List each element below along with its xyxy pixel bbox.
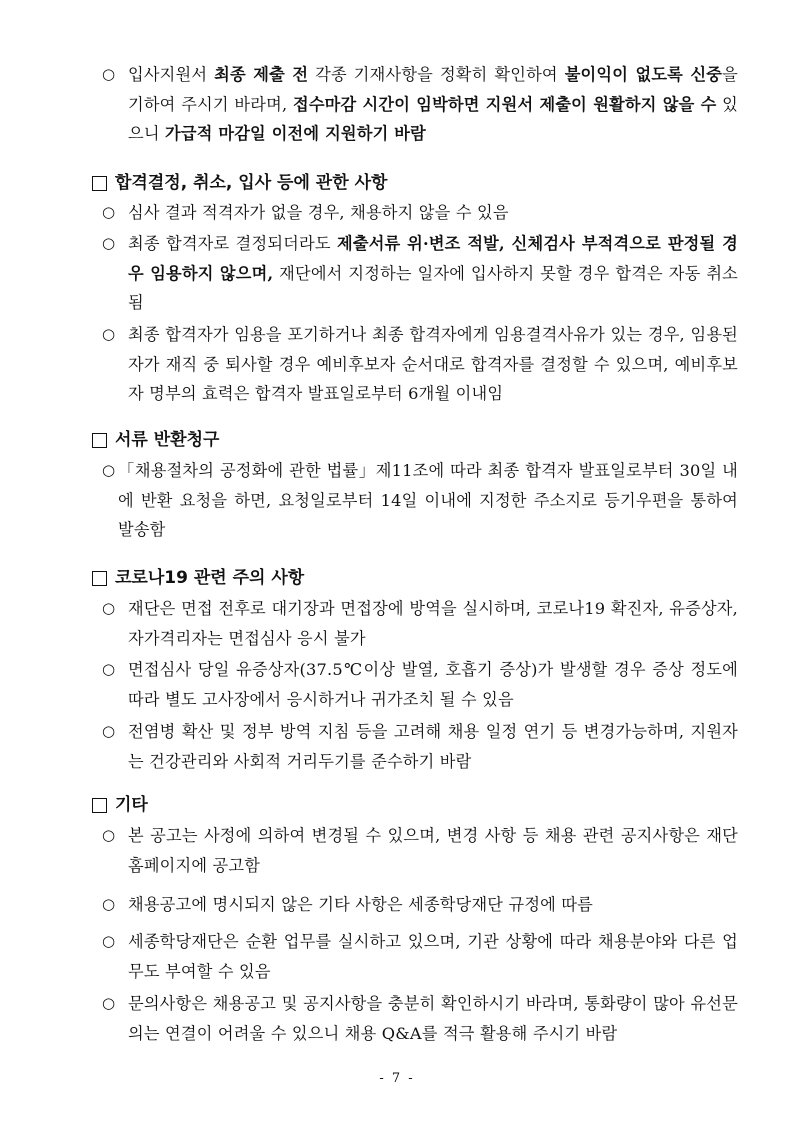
circle-bullet-icon: ○ bbox=[102, 660, 116, 678]
checkbox-square-icon bbox=[92, 798, 107, 813]
section-title: 코로나19 관련 주의 사항 bbox=[115, 568, 305, 588]
list-item bbox=[98, 890, 738, 920]
item-text: 문의사항은 채용공고 및 공지사항을 충분히 확인하시기 바라며, 통화량이 많아 유선문의는 연결이 어려울 수 있으니 채용 Q&A를 적극 활용해 주시기 바람 bbox=[128, 994, 738, 1043]
item-text: 심사 결과 적격자가 없을 경우, 채용하지 않을 수 있음 bbox=[128, 203, 509, 222]
item-text: 재단은 면접 전후로 대기장과 면접장에 방역을 실시하며, 코로나19 확진자, 유증상자, 자가격리자는 면접심사 응시 불가 bbox=[128, 599, 738, 648]
item-text: 본 공고는 사정에 의하여 변경될 수 있으며, 변경 사항 등 채용 관련 공지사항은 재단 홈페이지에 공고함 bbox=[128, 826, 738, 875]
intro-bold-4: 가급적 마감일 이전에 지원하기 바람 bbox=[165, 124, 426, 143]
section-heading-etc bbox=[92, 793, 148, 817]
section-title: 기타 bbox=[115, 795, 148, 815]
list-item bbox=[98, 821, 738, 880]
section-title: 서류 반환청구 bbox=[115, 430, 220, 450]
circle-bullet-icon: ○ bbox=[102, 234, 116, 252]
item-text: 최종 합격자로 결정되더라도 bbox=[128, 234, 338, 253]
item-text: 채용공고에 명시되지 않은 기타 사항은 세종학당재단 규정에 따름 bbox=[128, 895, 594, 914]
list-item bbox=[98, 198, 738, 228]
section-heading-pass bbox=[92, 171, 387, 195]
circle-bullet-icon: ○ bbox=[102, 599, 116, 617]
circle-bullet-icon: ○ bbox=[102, 932, 116, 950]
intro-text-4: 있으니 bbox=[128, 94, 738, 143]
list-item bbox=[98, 456, 738, 545]
circle-bullet-icon: ○ bbox=[102, 65, 116, 83]
item-text: 「채용절차의 공정화에 관한 법률」제11조에 따라 최종 합격자 발표일로부터 30일 내에 반환 요청을 하면, 요청일로부터 14일 이내에 지정한 주소지로 등기우편을 통하여 발송함 bbox=[118, 461, 738, 539]
item-text: 전염병 확산 및 정부 방역 지침 등을 고려해 채용 일정 연기 등 변경가능하며, 지원자는 건강관리와 사회적 거리두기를 준수하기 바람 bbox=[128, 722, 738, 771]
checkbox-square-icon bbox=[92, 571, 107, 586]
item-bold-text: 제출서류 위·변조 적발, 신체검사 부적격으로 판정될 경우 임용하지 않으며, bbox=[128, 234, 738, 283]
list-item bbox=[98, 655, 738, 714]
circle-bullet-icon: ○ bbox=[102, 203, 116, 221]
intro-bold-3: 접수마감 시간이 임박하면 지원서 제출이 원활하지 않을 수 bbox=[293, 94, 717, 114]
item-text: 최종 합격자가 임용을 포기하거나 최종 합격자에게 임용결격사유가 있는 경우, 임용된 자가 재직 중 퇴사할 경우 예비후보자 순서대로 합격자를 결정할 수 있으며, 예비후보자 명부의 효력은 합격자 발표일로부터 6개월 이내임 bbox=[128, 325, 738, 403]
list-item bbox=[98, 717, 738, 776]
list-item bbox=[98, 594, 738, 653]
section-heading-covid bbox=[92, 566, 304, 590]
circle-bullet-icon: ○ bbox=[102, 895, 116, 913]
list-item bbox=[98, 989, 738, 1048]
page-number: - 7 - bbox=[379, 1071, 415, 1086]
intro-text-3: 을 기하여 주시기 바라며, bbox=[128, 65, 738, 114]
intro-text-2: 각종 기재사항을 정확히 확인하여 bbox=[308, 65, 565, 84]
circle-bullet-icon: ○ bbox=[102, 826, 116, 844]
checkbox-square-icon bbox=[92, 433, 107, 448]
circle-bullet-icon: ○ bbox=[102, 722, 116, 740]
list-item bbox=[98, 229, 738, 318]
section-title: 합격결정, 취소, 입사 등에 관한 사항 bbox=[115, 173, 388, 193]
circle-bullet-icon: ○ bbox=[102, 994, 116, 1012]
circle-bullet-icon: ○ bbox=[102, 461, 116, 479]
intro-bold-2: 불이익이 없도록 신중 bbox=[564, 65, 723, 84]
section-heading-docs bbox=[92, 428, 219, 452]
circle-bullet-icon: ○ bbox=[102, 325, 116, 343]
list-item bbox=[98, 927, 738, 986]
list-item bbox=[98, 320, 738, 409]
intro-bold-1: 최종 제출 전 bbox=[214, 65, 309, 84]
checkbox-square-icon bbox=[92, 176, 107, 191]
notice-intro-item bbox=[98, 60, 738, 149]
item-text: 세종학당재단은 순환 업무를 실시하고 있으며, 기관 상황에 따라 채용분야와 다른 업무도 부여할 수 있음 bbox=[128, 932, 738, 981]
intro-text-1: 입사지원서 bbox=[128, 65, 215, 84]
item-text: 면접심사 당일 유증상자(37.5℃이상 발열, 호흡기 증상)가 발생할 경우 증상 정도에 따라 별도 고사장에서 응시하거나 귀가조치 될 수 있음 bbox=[128, 660, 738, 709]
item-text: 재단에서 지정하는 일자에 입사하지 못할 경우 합격은 자동 취소됨 bbox=[128, 263, 738, 312]
